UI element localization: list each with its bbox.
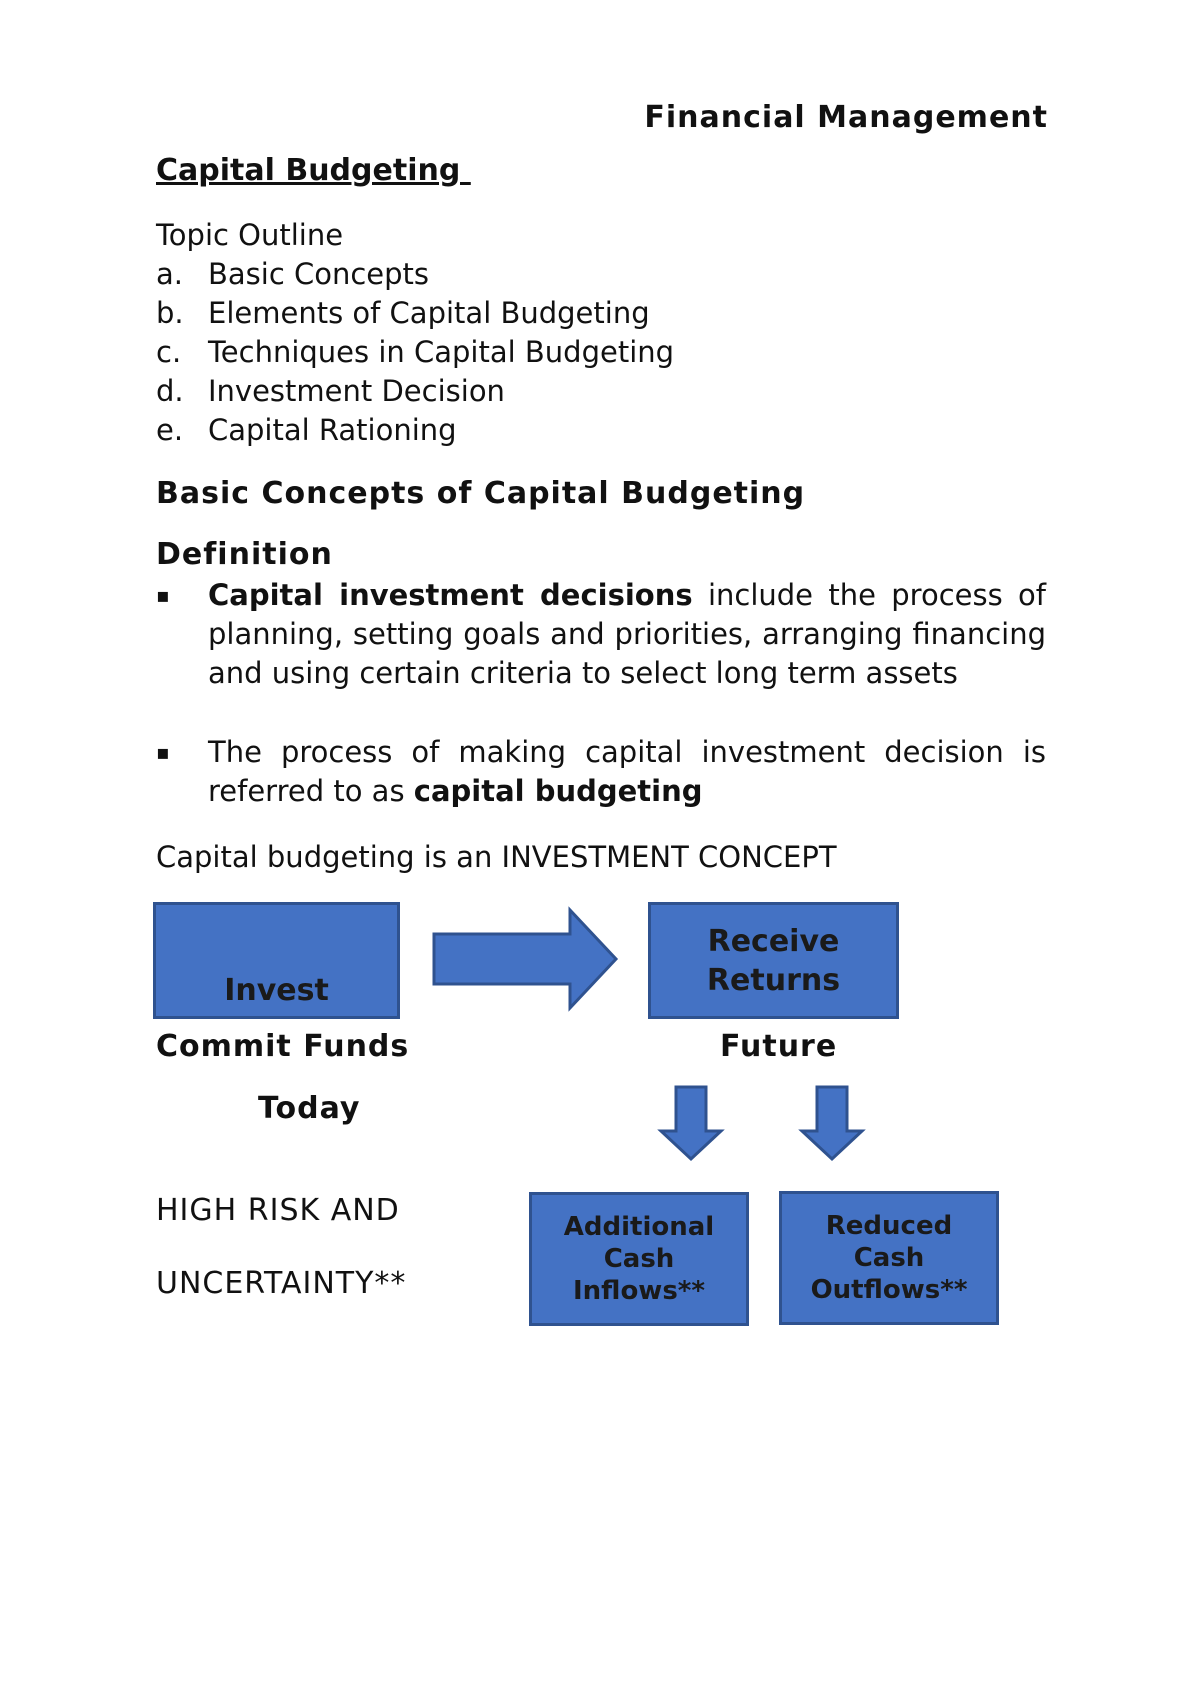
right-arrow-icon xyxy=(430,906,620,1012)
commit-funds-label: Commit Funds xyxy=(156,1029,410,1064)
inflows-box-line3: Inflows** xyxy=(572,1276,705,1306)
additional-cash-inflows-box xyxy=(529,1192,749,1326)
outline-marker: a. xyxy=(156,257,183,291)
outline-marker: e. xyxy=(156,413,184,447)
bullet-marker-icon: ▪ xyxy=(156,740,170,764)
outline-item xyxy=(156,257,429,291)
invest-box xyxy=(153,902,400,1019)
outflows-box-line2: Cash xyxy=(853,1243,925,1273)
document-title: Capital Budgeting xyxy=(156,153,471,188)
outline-item xyxy=(156,296,650,330)
returns-box-line1: Receive xyxy=(707,923,840,959)
future-label: Future xyxy=(720,1029,838,1064)
outline-heading: Topic Outline xyxy=(156,218,344,252)
outline-item xyxy=(156,335,674,369)
outline-marker: b. xyxy=(156,296,184,330)
receive-returns-box xyxy=(648,902,899,1019)
outline-text: Elements of Capital Budgeting xyxy=(208,296,650,330)
returns-box-line2: Returns xyxy=(706,962,841,998)
bullet-item xyxy=(156,733,1046,811)
risk-label-line2: UNCERTAINTY** xyxy=(156,1266,407,1301)
outflows-box-line1: Reduced xyxy=(825,1211,953,1241)
bullet-item xyxy=(156,576,1046,693)
bullet-text: include the process of planning, setting goals and priorities, arranging financing and using certain criteria to select long term assets xyxy=(208,578,1046,690)
outline-marker: d. xyxy=(156,374,184,408)
bullet-marker-icon: ▪ xyxy=(156,583,170,607)
inflows-box-line2: Cash xyxy=(603,1244,675,1274)
reduced-cash-outflows-box xyxy=(779,1191,999,1325)
down-arrow-icon xyxy=(800,1085,864,1161)
outflows-box-line3: Outflows** xyxy=(810,1275,968,1305)
down-arrow-icon xyxy=(659,1085,723,1161)
outline-text: Investment Decision xyxy=(208,374,505,408)
section-heading: Basic Concepts of Capital Budgeting xyxy=(156,476,806,511)
today-label: Today xyxy=(258,1091,361,1126)
outline-text: Basic Concepts xyxy=(208,257,430,291)
bullet-body xyxy=(208,733,1046,811)
outline-item xyxy=(156,413,457,447)
bullet-body xyxy=(208,576,1046,693)
inflows-box-line1: Additional xyxy=(563,1212,715,1242)
header-title: Financial Management xyxy=(644,100,1048,135)
risk-label-line1: HIGH RISK AND xyxy=(156,1193,400,1228)
outline-text: Capital Rationing xyxy=(208,413,457,447)
concept-line: Capital budgeting is an INVESTMENT CONCEPT xyxy=(156,840,837,874)
invest-box-label: Invest xyxy=(224,973,329,1008)
bullet-bold-lead: Capital investment decisions xyxy=(208,578,693,612)
outline-text: Techniques in Capital Budgeting xyxy=(208,335,675,369)
bullet-bold-tail: capital budgeting xyxy=(413,774,703,808)
definition-heading: Definition xyxy=(156,537,333,572)
bullet-text: The process of making capital investment decision is referred to as xyxy=(208,735,1046,808)
outline-marker: c. xyxy=(156,335,182,369)
outline-item xyxy=(156,374,505,408)
